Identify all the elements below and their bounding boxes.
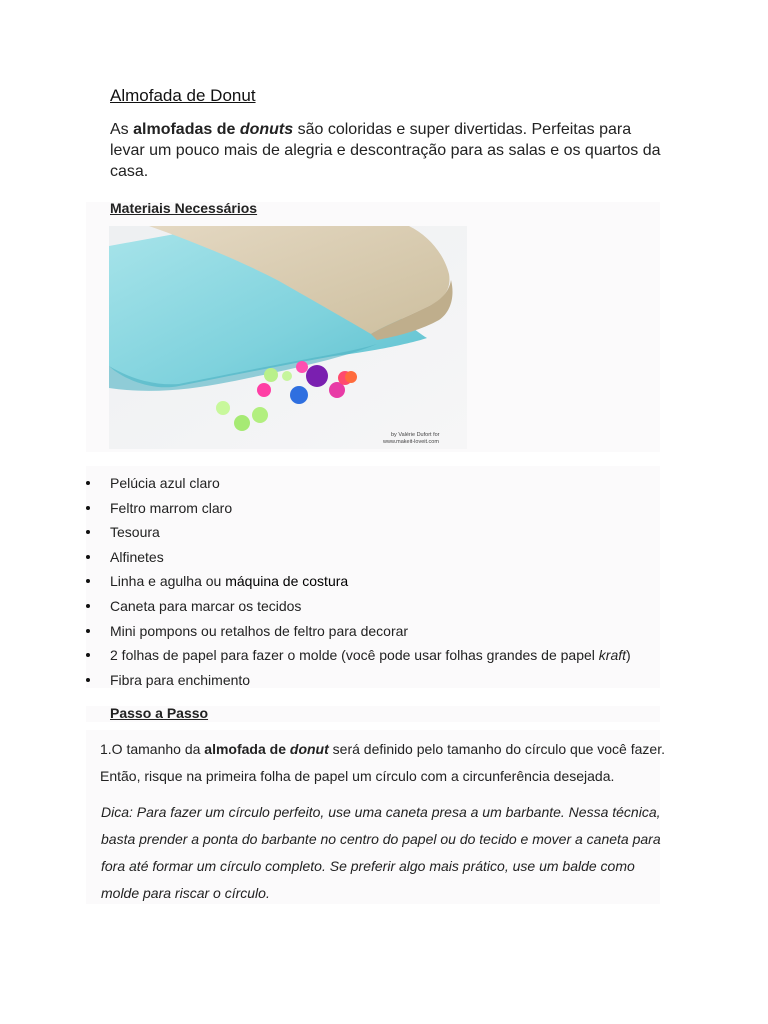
list-item: 2 folhas de papel para fazer o molde (você pode usar folhas grandes de papel kraft)	[86, 644, 660, 669]
intro-bold-italic: donuts	[239, 121, 294, 138]
intro-prefix: As	[110, 121, 134, 138]
photo-credit-line2: www.makeit-loveit.com	[383, 439, 439, 445]
list-item: Tesoura	[86, 521, 660, 546]
materials-photo	[109, 226, 467, 449]
tip-paragraph: Dica: Para fazer um círculo perfeito, use uma caneta presa a um barbante. Nessa técnica, basta prender a ponta do barbante no centro do papel ou do tecido e mover a caneta para fora até formar um círculo completo. Se preferir algo mais prático, use um balde como molde para riscar o círculo.	[101, 804, 661, 901]
kraft-italic: kraft	[598, 647, 627, 664]
list-item: Feltro marrom claro	[86, 497, 660, 522]
intro-bold: almofadas de	[133, 121, 240, 138]
list-item: Alfinetes	[86, 546, 660, 571]
sewing-machine-link[interactable]: máquina de costura	[225, 573, 349, 590]
intro-suffix: são coloridas e super divertidas. Perfeitas para levar um pouco mais de alegria e descontração para as salas e os quartos da casa.	[110, 121, 661, 180]
list-item: Linha e agulha ou máquina de costura	[86, 570, 660, 595]
materials-heading: Materiais Necessários	[110, 200, 258, 216]
list-item: Fibra para enchimento	[86, 669, 660, 694]
page-title: Almofada de Donut	[110, 86, 256, 105]
intro-paragraph	[110, 119, 670, 182]
steps-heading: Passo a Passo	[110, 705, 209, 721]
photo-credit-line1: by Valérie Dufort for	[391, 432, 440, 438]
list-item: Mini pompons ou retalhos de feltro para decorar	[86, 620, 660, 645]
step-1-paragraph: 1.O tamanho da almofada de donut será definido pelo tamanho do círculo que você fazer. Então, risque na primeira folha de papel um círculo com a circunferência desejada.	[100, 741, 665, 784]
list-item: Pelúcia azul claro	[86, 472, 660, 497]
list-item: Caneta para marcar os tecidos	[86, 595, 660, 620]
materials-list	[86, 472, 660, 693]
